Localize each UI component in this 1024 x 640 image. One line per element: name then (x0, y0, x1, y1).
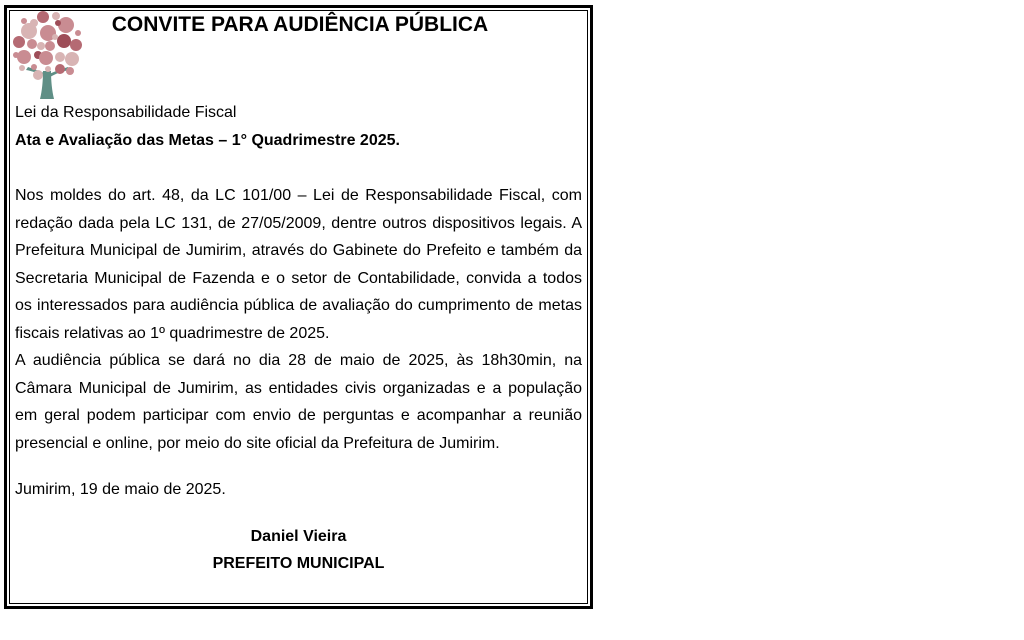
logo-leaf-dot (52, 12, 60, 20)
document-title: CONVITE PARA AUDIÊNCIA PÚBLICA (111, 13, 489, 36)
signer-name: Daniel Vieira (250, 528, 347, 545)
logo-leaf-dot (52, 34, 58, 40)
logo-leaf-dot (13, 52, 19, 58)
logo-leaf-dot (66, 67, 74, 75)
logo-leaf-dot (70, 39, 82, 51)
logo-leaf-dot (13, 36, 25, 48)
document-subtitle: Lei da Responsabilidade Fiscal (15, 104, 237, 121)
logo-leaf-dot (39, 51, 53, 65)
body-paragraph-1: Nos moldes do art. 48, da LC 101/00 – Lei de Responsabilidade Fiscal, com redação dada pela LC 131, de 27/05/2009, dentre outros dispositivos legais. A Prefeitura Municipal de Jumirim, através do Gabinete do Prefeito e também da Secretaria Municipal de Fazenda e o setor de Contabilidade, convida a todos os interessados para audiência pública de avaliação do cumprimento de metas fiscais relativas ao 1º quadrimestre de 2025. (15, 187, 582, 342)
logo-leaf-dot (31, 64, 37, 70)
logo-leaf-dot (55, 20, 61, 26)
logo-leaf-dot (57, 34, 71, 48)
logo-leaf-dot (37, 42, 45, 50)
logo-leaf-dot (19, 65, 25, 71)
tree-logo-icon (10, 11, 86, 99)
logo-leaf-dot (21, 18, 27, 24)
logo-leaf-dot (33, 70, 43, 80)
logo-leaf-dot (75, 30, 81, 36)
logo-leaf-dot (55, 52, 65, 62)
logo-leaf-dot (55, 64, 65, 74)
document-heading: Ata e Avaliação das Metas – 1° Quadrimestre 2025. (15, 132, 400, 149)
dateline: Jumirim, 19 de maio de 2025. (15, 481, 226, 498)
logo-leaf-dot (58, 17, 74, 33)
signer-role: PREFEITO MUNICIPAL (212, 555, 385, 572)
logo-leaf-dot (45, 66, 51, 72)
logo-leaf-dot (65, 52, 79, 66)
logo-leaf-dot (21, 23, 37, 39)
logo-leaf-dot (37, 11, 49, 23)
logo-leaf-dot (45, 41, 55, 51)
logo-leaf-dot (27, 39, 37, 49)
body-paragraph-2: A audiência pública se dará no dia 28 de maio de 2025, às 18h30min, na Câmara Municipal de Jumirim, as entidades civis organizadas e a população em geral podem participar com envio de perguntas e acompanhar a reunião presencial e online, por meio do site oficial da Prefeitura de Jumirim. (15, 352, 582, 452)
logo-leaf-dot (17, 50, 31, 64)
